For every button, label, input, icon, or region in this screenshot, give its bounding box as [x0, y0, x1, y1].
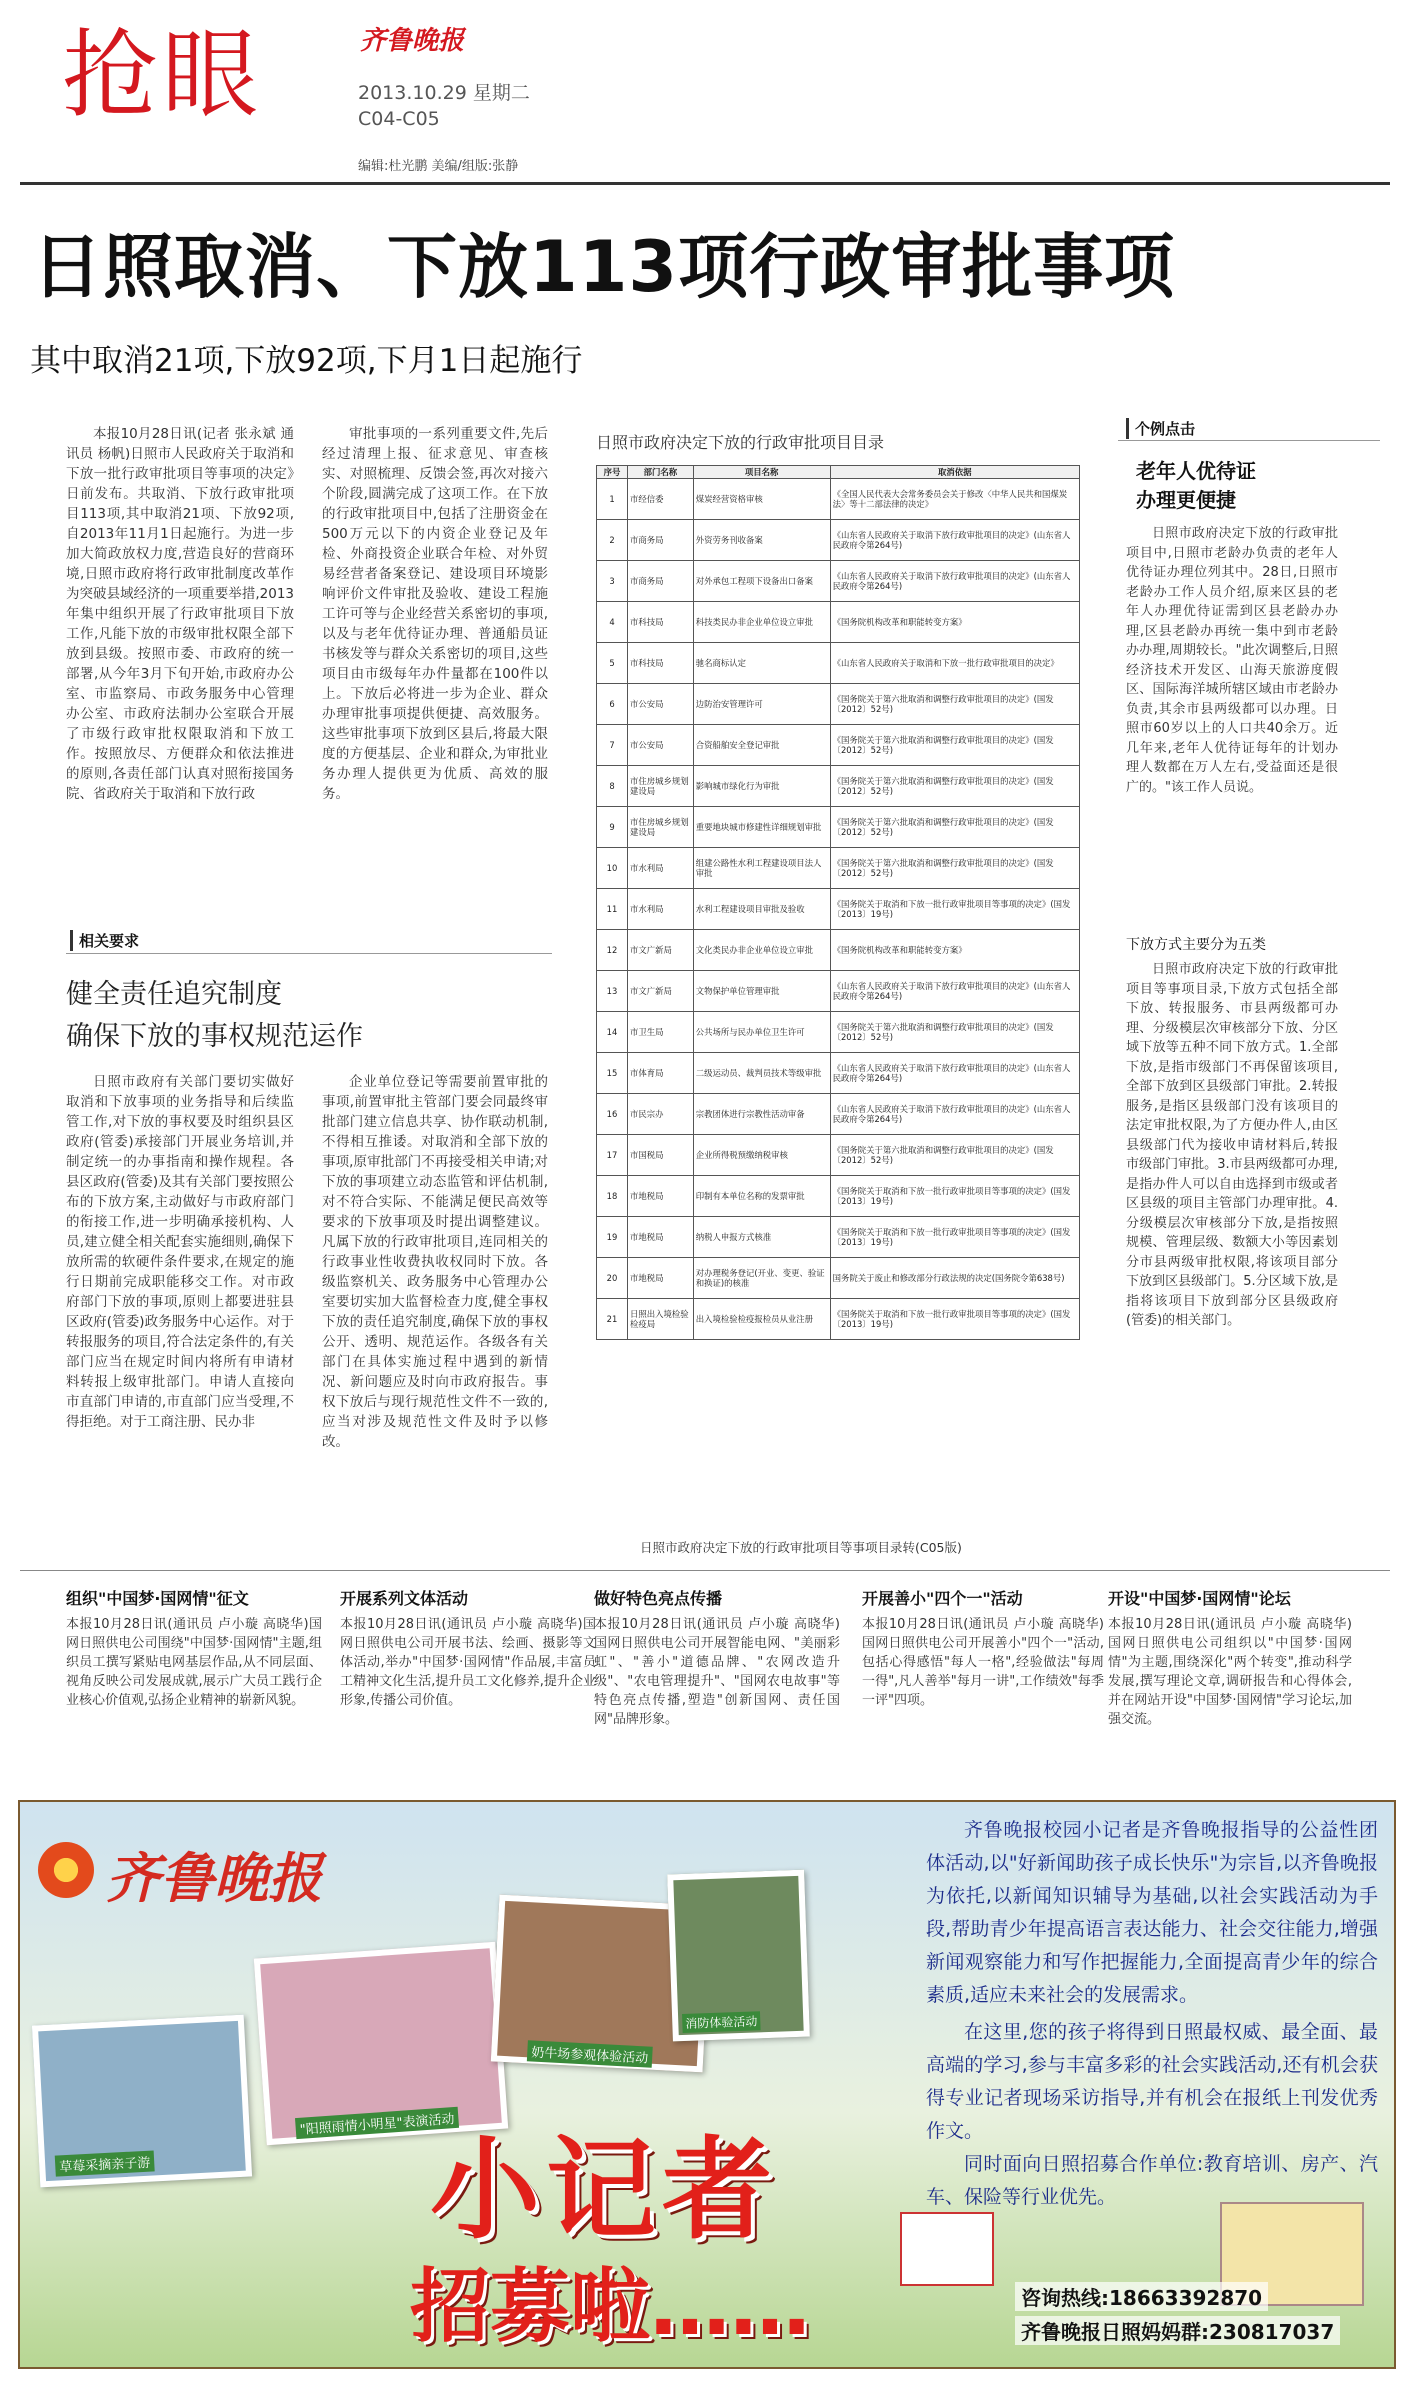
table-cell: 15 — [597, 1053, 628, 1094]
table-cell: 市科技局 — [628, 602, 694, 643]
table-cell: 水利工程建设项目审批及验收 — [693, 889, 830, 930]
lead-col-2: 审批事项的一系列重要文件,先后经过清理上报、征求意见、审查核实、对照梳理、反馈会签,再次对接六个阶段,圆满完成了这项工作。在下放的行政审批项目中,包括了注册资金在500万元以下的内资企业登记及年检、外商投资企业联合年检、对外贸易经营者备案登记、建设项目环境影响评价文件审批及验收、建设工程施工许可等与企业经营关系密切的事项,以及与老年优待证办理、普通船员证书核发等与群众关系密切的项目,这些项目由市级每年办件量都在100件以上。下放后必将进一步为企业、群众办理审批事项提供便捷、高效服务。这些审批事项下放到区县后,将最大限度的方便基层、企业和群众,为审批业务办理人提供更为优质、高效的服务。 — [322, 426, 548, 802]
table-cell: 4 — [597, 602, 628, 643]
table-cell: 《全国人民代表大会常务委员会关于修改〈中华人民共和国煤炭法〉等十二部法律的决定》 — [830, 479, 1079, 520]
table-cell: 21 — [597, 1299, 628, 1340]
table-cell: 14 — [597, 1012, 628, 1053]
table-row — [597, 766, 1080, 807]
table-row — [597, 848, 1080, 889]
editors: 编辑:杜光鹏 美编/组版:张静 — [358, 159, 519, 174]
table-cell: 《国务院机构改革和职能转变方案》 — [830, 602, 1079, 643]
case-title-2: 办理更便捷 — [1136, 488, 1236, 512]
table-cell: 2 — [597, 520, 628, 561]
table-cell: 《山东省人民政府关于取消下放行政审批项目的决定》(山东省人民政府令第264号) — [830, 561, 1079, 602]
table-cell: 13 — [597, 971, 628, 1012]
table-row — [597, 520, 1080, 561]
ad-banner — [18, 1800, 1396, 2369]
table-cell: 《国务院关于取消和下放一批行政审批项目等事项的决定》(国发〔2013〕19号) — [830, 1176, 1079, 1217]
table-cell: 《国务院关于第六批取消和调整行政审批项目的决定》(国发〔2012〕52号) — [830, 1135, 1079, 1176]
table-cell: 边防治安管理许可 — [693, 684, 830, 725]
brief-4 — [862, 1586, 1104, 1766]
table-cell: 3 — [597, 561, 628, 602]
table-cell: 《山东省人民政府关于取消下放行政审批项目的决定》(山东省人民政府令第264号) — [830, 1094, 1079, 1135]
ad-house-icon — [900, 2212, 994, 2286]
table-cell: 市公安局 — [628, 684, 694, 725]
case-title-1: 老年人优待证 — [1136, 459, 1256, 483]
table-cell: 《国务院关于第六批取消和调整行政审批项目的决定》(国发〔2012〕52号) — [830, 766, 1079, 807]
table-header: 部门名称 — [628, 466, 694, 479]
ad-paragraph: 同时面向日照招募合作单位:教育培训、房产、汽车、保险等行业优先。 — [926, 2153, 1378, 2208]
table-cell: 8 — [597, 766, 628, 807]
related-label: 相关要求 — [70, 930, 139, 951]
ad-photo-label: 奶牛场参观体验活动 — [527, 2040, 653, 2068]
related-title-2: 确保下放的事权规范运作 — [66, 1021, 363, 1052]
brief-5 — [1108, 1586, 1352, 1766]
table-row — [597, 971, 1080, 1012]
table-cell: 16 — [597, 1094, 628, 1135]
table-cell: 市卫生局 — [628, 1012, 694, 1053]
table-header: 取消依据 — [830, 466, 1079, 479]
table-cell: 印制有本单位名称的发票审批 — [693, 1176, 830, 1217]
table-cell: 9 — [597, 807, 628, 848]
table-cell: 对外承包工程项下设备出口备案 — [693, 561, 830, 602]
ad-photo-label: "阳照雨情小明星"表演活动 — [295, 2107, 459, 2139]
table-row — [597, 1258, 1080, 1299]
brief-text: 本报10月28日讯(通讯员 卢小璇 高晓华)国网日照供电公司开展善小"四个一"活动,包括心得感悟"每人一格",经验做法"每周一得",凡人善举"每月一讲",工作绩效"每季一评"四项。 — [862, 1617, 1104, 1708]
table-cell: 纳税人申报方式核准 — [693, 1217, 830, 1258]
brief-text: 本报10月28日讯(通讯员 卢小璇 高晓华)国网日照供电公司围绕"中国梦·国网情"主题,组织员工撰写紧贴电网基层作品,从不同层面、视角反映公司发展成就,展示广大员工践行企业核心价值观,弘扬企业精神的崭新风貌。 — [66, 1617, 322, 1708]
table-cell: 市公安局 — [628, 725, 694, 766]
table-cell: 企业所得税预缴纳税审核 — [693, 1135, 830, 1176]
ad-photo — [32, 2015, 252, 2188]
brief-title: 开展系列文体活动 — [340, 1589, 469, 1608]
ad-text — [926, 1814, 1378, 2214]
table-row — [597, 561, 1080, 602]
brief-title: 做好特色亮点传播 — [594, 1589, 723, 1608]
case-text-2: 日照市政府决定下放的行政审批项目等事项目录,下放方式包括全部下放、转报服务、市县两级都可办理、分级模层次审核部分下放、分区域下放等五种不同下放方式。1.全部下放,是指市级部门不再保留该项目,全部下放到区县级部门审批。2.转报服务,是指区县级部门没有该项目的法定审批权限,为了方便办件人,由区县级部门代为接收申请材料后,转报市级部门审批。3.市县两级都可办理,是指办件人可以自由选择到市级或者区县级的项目主管部门办理审批。4.分级模层次审核部分下放,是指按照规模、管理层级、数额大小等因素划分市县两级审批权限,将该项目部分下放到区县级部门。5.分区域下放,是指将该项目下放到部分区县级政府(管委)的相关部门。 — [1126, 962, 1338, 1328]
brief-title: 开展善小"四个一"活动 — [862, 1589, 1023, 1608]
table-header: 序号 — [597, 466, 628, 479]
table-cell: 5 — [597, 643, 628, 684]
table-cell: 文化类民办非企业单位设立审批 — [693, 930, 830, 971]
approval-table — [596, 465, 1080, 1525]
table-row — [597, 725, 1080, 766]
brief-1 — [66, 1586, 322, 1766]
table-row — [597, 889, 1080, 930]
case-subhead: 下放方式主要分为五类 — [1126, 937, 1266, 953]
table-cell: 《国务院关于第六批取消和调整行政审批项目的决定》(国发〔2012〕52号) — [830, 848, 1079, 889]
table-row — [597, 643, 1080, 684]
table-cell: 市住房城乡规划建设局 — [628, 766, 694, 807]
headline: 日照取消、下放113项行政审批事项 — [32, 226, 1176, 308]
table-cell: 煤炭经营资格审核 — [693, 479, 830, 520]
paper-logo: 齐鲁晚报 — [360, 26, 465, 56]
table-cell: 17 — [597, 1135, 628, 1176]
ad-logo-emblem — [38, 1842, 94, 1898]
table-row — [597, 479, 1080, 520]
table-cell: 外资劳务刊收备案 — [693, 520, 830, 561]
table-cell: 市科技局 — [628, 643, 694, 684]
table-cell: 市经信委 — [628, 479, 694, 520]
table-row — [597, 1135, 1080, 1176]
table-cell: 日照出入境检验检疫局 — [628, 1299, 694, 1340]
table-cell: 11 — [597, 889, 628, 930]
table-row — [597, 1217, 1080, 1258]
table-cell: 驰名商标认定 — [693, 643, 830, 684]
table-cell: 6 — [597, 684, 628, 725]
table-cell: 《山东省人民政府关于取消下放行政审批项目的决定》(山东省人民政府令第264号) — [830, 520, 1079, 561]
table-cell: 组建公路性水利工程建设项目法人审批 — [693, 848, 830, 889]
table-cell: 市住房城乡规划建设局 — [628, 807, 694, 848]
table-cell: 市商务局 — [628, 561, 694, 602]
table-cell: 《国务院关于第六批取消和调整行政审批项目的决定》(国发〔2012〕52号) — [830, 684, 1079, 725]
table-cell: 市水利局 — [628, 889, 694, 930]
table-cell: 科技类民办非企业单位设立审批 — [693, 602, 830, 643]
table-cell: 国务院关于废止和修改部分行政法规的决定(国务院令第638号) — [830, 1258, 1079, 1299]
table-row — [597, 1299, 1080, 1340]
table-cell: 市地税局 — [628, 1258, 694, 1299]
related-col-2: 企业单位登记等需要前置审批的事项,前置审批主管部门要会同最终审批部门建立信息共享、协作联动机制,不得相互推诿。对取消和全部下放的事项,原审批部门不再接受相关申请;对下放的事项建立动态监管和评估机制,对不符合实际、不能满足便民高效等要求的下放事项及时提出调整建议。凡属下放的行政审批项目,连同相关的行政事业性收费执收权同时下放。各级监察机关、政务服务中心管理办公室要切实加大监督检查力度,健全事权下放的责任追究制度,确保下放的事权公开、透明、规范运作。各级各有关部门在具体实施过程中遇到的新情况、新问题应及时向市政府报告。事权下放后与现行规范性文件不一致的,应当对涉及规范性文件及时予以修改。 — [322, 1074, 548, 1450]
masthead-rule — [20, 182, 1390, 185]
table-cell: 《国务院关于第六批取消和调整行政审批项目的决定》(国发〔2012〕52号) — [830, 725, 1079, 766]
table-cell: 市水利局 — [628, 848, 694, 889]
table-header: 项目名称 — [693, 466, 830, 479]
table-row — [597, 1012, 1080, 1053]
table-cell: 《国务院关于取消和下放一批行政审批项目等事项的决定》(国发〔2013〕19号) — [830, 889, 1079, 930]
case-text-1: 日照市政府决定下放的行政审批项目中,日照市老龄办负责的老年人优待证办理位列其中。28日,日照市老龄办工作人员介绍,原来区县的老年人办理优待证需到区县老龄办办理,区县老龄办再统一集中到市老龄办办理,周期较长。"此次调整后,日照经济技术开发区、山海天旅游度假区、国际海洋城所辖区域由市老龄办负责,其余市县两级都可以办理。日照市60岁以上的人口共40余万。近几年来,老年人优待证每年的计划办理人数都在万人左右,受益面还是很广的。"该工作人员说。 — [1126, 526, 1338, 795]
table-row — [597, 807, 1080, 848]
brief-title: 组织"中国梦·国网情"征文 — [66, 1589, 249, 1608]
table-cell: 《国务院关于第六批取消和调整行政审批项目的决定》(国发〔2012〕52号) — [830, 807, 1079, 848]
page-numbers: C04-C05 — [358, 108, 440, 130]
table-cell: 《国务院机构改革和职能转变方案》 — [830, 930, 1079, 971]
table-cell: 文物保护单位管理审批 — [693, 971, 830, 1012]
ad-hotline: 咨询热线:18663392870 — [1015, 2282, 1268, 2311]
ad-photo — [667, 1870, 810, 2042]
case-label: 个例点击 — [1126, 418, 1195, 439]
table-cell: 二级运动员、裁判员技术等级审批 — [693, 1053, 830, 1094]
table-cell: 对办理税务登记(开业、变更、验证和换证)的核准 — [693, 1258, 830, 1299]
table-cell: 《山东省人民政府关于取消下放行政审批项目的决定》(山东省人民政府令第264号) — [830, 1053, 1079, 1094]
lead-col-1: 本报10月28日讯(记者 张永斌 通讯员 杨帆)日照市人民政府关于取消和下放一批行政审批项目等事项的决定》日前发布。共取消、下放行政审批项目113项,其中取消21项、下放92项,自2013年11月1日起施行。为进一步加大简政放权力度,营造良好的营商环境,日照市政府将行政审批制度改革作为突破县域经济的一项重要举措,2013年集中组织开展了行政审批项目下放工作,凡能下放的市级审批权限全部下放到县级。按照市委、市政府的统一部署,从今年3月下旬开始,市政府办公室、市监察局、市政务服务中心管理办公室、市政府法制办公室联合开展了市级行政审批权限取消和下放工作。按照放尽、方便群众和依法推进的原则,各责任部门认真对照衔接国务院、省政府关于取消和下放行政 — [66, 426, 294, 802]
table-cell: 18 — [597, 1176, 628, 1217]
brief-text: 本报10月28日讯(通讯员 卢小璇 高晓华)国网日照供电公司组织以"中国梦·国网情"为主题,围绕深化"两个转变",推动科学发展,撰写理论文章,调研报告和心得体会,并在网站开设"中国梦·国网情"学习论坛,加强交流。 — [1108, 1617, 1352, 1727]
ad-photo-label: 消防体验活动 — [682, 2011, 761, 2033]
table-title: 日照市政府决定下放的行政审批项目目录 — [596, 433, 885, 452]
ad-big-title: 小记者 — [430, 2126, 778, 2254]
table-row — [597, 1053, 1080, 1094]
ad-qq-group: 齐鲁晚报日照妈妈群:230817037 — [1015, 2316, 1340, 2345]
table-cell: 10 — [597, 848, 628, 889]
brief-2 — [340, 1586, 596, 1766]
table-cell: 市民宗办 — [628, 1094, 694, 1135]
table-cell: 7 — [597, 725, 628, 766]
table-cell: 市文广新局 — [628, 930, 694, 971]
table-row — [597, 1176, 1080, 1217]
table-cell: 合资船舶安全登记审批 — [693, 725, 830, 766]
table-cell: 《山东省人民政府关于取消和下放一批行政审批项目的决定》 — [830, 643, 1079, 684]
ad-paragraph: 齐鲁晚报校园小记者是齐鲁晚报指导的公益性团体活动,以"好新闻助孩子成长快乐"为宗旨,以齐鲁晚报为依托,以新闻知识辅导为基础,以社会实践活动为手段,帮助青少年提高语言表达能力、社会交往能力,增强新闻观察能力和写作把握能力,全面提高青少年的综合素质,适应未来社会的发展需求。 — [926, 1819, 1378, 2006]
section-title: 抢眼 — [62, 19, 262, 131]
brief-title: 开设"中国梦·国网情"论坛 — [1108, 1589, 1291, 1608]
table-cell: 公共场所与民办单位卫生许可 — [693, 1012, 830, 1053]
table-cell: 《国务院关于第六批取消和调整行政审批项目的决定》(国发〔2012〕52号) — [830, 1012, 1079, 1053]
table-cell: 影响城市绿化行为审批 — [693, 766, 830, 807]
table-cell: 19 — [597, 1217, 628, 1258]
table-cell: 市体育局 — [628, 1053, 694, 1094]
ad-big-subtitle: 招募啦…… — [410, 2260, 810, 2353]
issue-date: 2013.10.29 星期二 — [358, 82, 530, 104]
table-cell: 宗教团体进行宗教性活动审备 — [693, 1094, 830, 1135]
table-cell: 市国税局 — [628, 1135, 694, 1176]
table-row — [597, 1094, 1080, 1135]
ad-photo-label: 草莓采摘亲子游 — [55, 2150, 155, 2176]
brief-text: 本报10月28日讯(通讯员 卢小璇 高晓华)国网日照供电公司开展书法、绘画、摄影等文体活动,举办"中国梦·国网情"作品展,丰富员工精神文化生活,提升员工文化修养,提升企业形象,传播公司价值。 — [340, 1617, 596, 1708]
table-row — [597, 684, 1080, 725]
related-title-1: 健全责任追究制度 — [66, 979, 282, 1010]
table-cell: 《国务院关于取消和下放一批行政审批项目等事项的决定》(国发〔2013〕19号) — [830, 1217, 1079, 1258]
table-cell: 《国务院关于取消和下放一批行政审批项目等事项的决定》(国发〔2013〕19号) — [830, 1299, 1079, 1340]
table-cell: 市文广新局 — [628, 971, 694, 1012]
ad-logo-text: 齐鲁晚报 — [106, 1846, 322, 1910]
subheadline: 其中取消21项,下放92项,下月1日起施行 — [30, 343, 583, 379]
related-col-1: 日照市政府有关部门要切实做好取消和下放事项的业务指导和后续监管工作,对下放的事权要及时组织县区政府(管委)承接部门开展业务培训,并制定统一的办事指南和操作规程。各县区政府(管委)及其有关部门要按照公布的下放方案,主动做好与市政府部门的衔接工作,进一步明确承接机构、人员,建立健全相关配套实施细则,确保下放所需的软硬件条件要求,在规定的施行日期前完成职能移交工作。对市政府部门下放的事项,原则上都要进驻县区政府(管委)政务服务中心运作。对于转报服务的项目,符合法定条件的,有关部门应当在规定时间内将所有申请材料转报上级审批部门。申请人直接向市直部门申请的,市直部门应当受理,不得拒绝。对于工商注册、民办非 — [66, 1074, 294, 1430]
table-cell: 1 — [597, 479, 628, 520]
table-cell: 出入境检验检疫报检员从业注册 — [693, 1299, 830, 1340]
table-cell: 重要地块城市修建性详细规划审批 — [693, 807, 830, 848]
table-cell: 《山东省人民政府关于取消下放行政审批项目的决定》(山东省人民政府令第264号) — [830, 971, 1079, 1012]
table-caption: 日照市政府决定下放的行政审批项目等事项目录转(C05版) — [640, 1540, 962, 1555]
table-cell: 12 — [597, 930, 628, 971]
brief-text: 本报10月28日讯(通讯员 卢小璇 高晓华)国网日照供电公司开展智能电网、"美丽彩虹"、"善小"道德品牌、"农网改造升级"、"农电管理提升"、"国网农电故事"等特色亮点传播,塑造"创新国网、责任国网"品牌形象。 — [594, 1617, 840, 1727]
table-row — [597, 602, 1080, 643]
table-cell: 20 — [597, 1258, 628, 1299]
table-row — [597, 930, 1080, 971]
table-cell: 市商务局 — [628, 520, 694, 561]
table-cell: 市地税局 — [628, 1217, 694, 1258]
brief-3 — [594, 1586, 840, 1766]
table-cell: 市地税局 — [628, 1176, 694, 1217]
ad-paragraph: 在这里,您的孩子将得到日照最权威、最全面、最高端的学习,参与丰富多彩的社会实践活动,还有机会获得专业记者现场采访指导,并有机会在报纸上刊发优秀作文。 — [926, 2021, 1378, 2142]
